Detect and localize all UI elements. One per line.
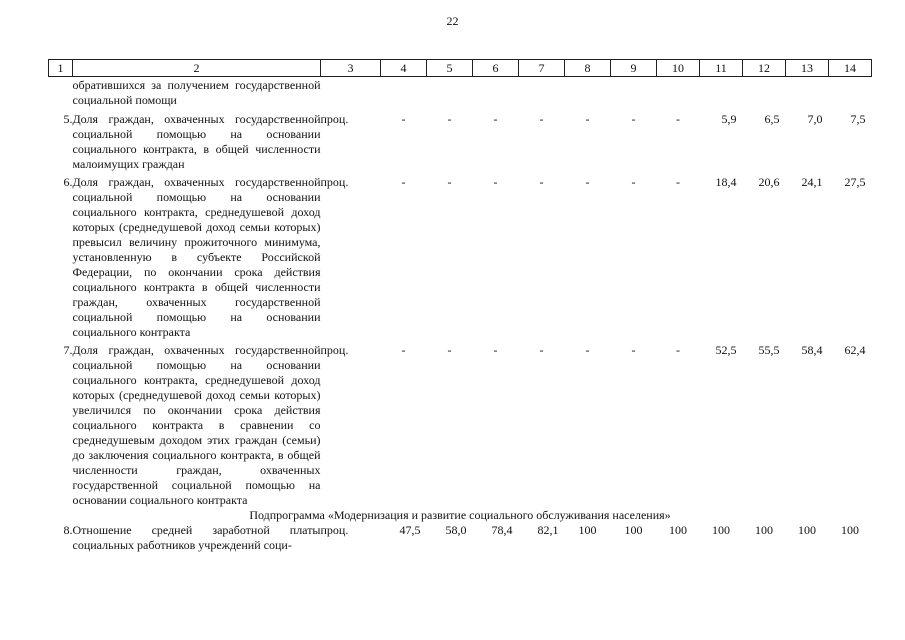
header-col-14: 14 — [829, 60, 872, 77]
header-col-11: 11 — [700, 60, 743, 77]
header-col-2: 2 — [73, 60, 321, 77]
value-cell: - — [401, 112, 406, 126]
value-cell: 52,5 — [715, 343, 737, 357]
value-cell: 24,1 — [801, 175, 823, 189]
value-cell: - — [539, 175, 544, 189]
value-cell: - — [631, 112, 636, 126]
table-row — [49, 108, 872, 172]
value-cell: 100 — [578, 523, 597, 537]
value-cell: - — [539, 112, 544, 126]
unit-cell: проц. — [320, 523, 349, 537]
header-col-10: 10 — [657, 60, 700, 77]
indicator-text: Доля граждан, охваченных государственной социальной помощью на основании социального контракта, среднедушевой доход которых (среднедушевой доход семьи которых) превысил величину прожиточного минимума, установленную в субъекте Российской Федерации, по окончании срока действия социального контракта в общей численности граждан, охваченных государственной социальной помощью на основании социального контракта — [72, 175, 321, 339]
value-cell: 55,5 — [758, 343, 780, 357]
unit-cell: проц. — [320, 343, 349, 357]
row-number — [49, 77, 73, 109]
header-row — [49, 60, 872, 77]
value-cell: 27,5 — [844, 175, 866, 189]
value-cell: - — [631, 175, 636, 189]
value-cell: 62,4 — [844, 343, 866, 357]
header-col-3: 3 — [321, 60, 381, 77]
value-cell: - — [493, 112, 498, 126]
value-cell: - — [631, 343, 636, 357]
value-cell: 7,0 — [807, 112, 823, 126]
table-row — [49, 77, 872, 109]
value-cell: - — [676, 175, 680, 189]
header-col-5: 5 — [427, 60, 473, 77]
value-cell: - — [585, 112, 590, 126]
row-number: 5. — [63, 112, 73, 126]
row-number: 7. — [63, 343, 73, 357]
value-cell: 100 — [755, 523, 773, 537]
value-cell: - — [493, 175, 498, 189]
unit-cell: проц. — [320, 175, 349, 189]
value-cell: 47,5 — [399, 523, 421, 537]
indicators-table — [48, 59, 872, 553]
value-cell: 18,4 — [715, 175, 737, 189]
value-cell: - — [447, 112, 452, 126]
row-number: 6. — [63, 175, 73, 189]
table-row — [49, 523, 872, 553]
table-row — [49, 172, 872, 340]
value-cell: 82,1 — [537, 523, 559, 537]
value-cell: 78,4 — [491, 523, 513, 537]
value-cell: - — [447, 343, 452, 357]
unit-cell: проц. — [320, 112, 349, 126]
value-cell: 100 — [712, 523, 730, 537]
empty-values — [381, 77, 872, 109]
value-cell: 6,5 — [764, 112, 780, 126]
unit-cell — [321, 77, 381, 109]
indicator-text: Отношение средней заработной платы социальных работников учреждений соци- — [72, 523, 321, 552]
header-col-9: 9 — [611, 60, 657, 77]
indicator-text: Доля граждан, охваченных государственной социальной помощью на основании социального контракта, среднедушевой доход которых (среднедушевой доход семьи которых) увеличился по окончании срока действия социального контракта в сравнении со среднедушевым доходом этих граждан (семьи) до заключения социального контракта, в общей численности граждан, охваченных государственной социальной помощью на основании социального контракта — [72, 343, 321, 507]
header-col-4: 4 — [381, 60, 427, 77]
value-cell: - — [676, 112, 680, 126]
value-cell: 5,9 — [721, 112, 737, 126]
value-cell: 7,5 — [850, 112, 866, 126]
header-col-6: 6 — [473, 60, 519, 77]
value-cell: - — [585, 175, 590, 189]
value-cell: - — [493, 343, 498, 357]
value-cell: - — [585, 343, 590, 357]
value-cell: 58,4 — [801, 343, 823, 357]
value-cell: - — [539, 343, 544, 357]
header-col-13: 13 — [786, 60, 829, 77]
page-number: 22 — [446, 14, 459, 28]
indicator-text: обратившихся за получением государственной социальной помощи — [72, 78, 321, 107]
table-row — [49, 340, 872, 508]
value-cell: - — [401, 175, 406, 189]
value-cell: 100 — [624, 523, 643, 537]
value-cell: 100 — [798, 523, 816, 537]
value-cell: 58,0 — [445, 523, 467, 537]
header-col-1: 1 — [49, 60, 73, 77]
value-cell: 20,6 — [758, 175, 780, 189]
value-cell: 100 — [669, 523, 687, 537]
indicator-text: Доля граждан, охваченных государственной социальной помощью на основании социального контракта, в общей численности малоимущих граждан — [72, 112, 321, 171]
header-col-12: 12 — [743, 60, 786, 77]
value-cell: - — [447, 175, 452, 189]
subprogram-row — [49, 508, 872, 523]
value-cell: - — [401, 343, 406, 357]
subprogram-title: Подпрограмма «Модернизация и развитие социального обслуживания населения» — [249, 508, 671, 522]
header-col-7: 7 — [519, 60, 565, 77]
value-cell: 100 — [841, 523, 859, 537]
header-col-8: 8 — [565, 60, 611, 77]
value-cell: - — [676, 343, 680, 357]
row-number: 8. — [63, 523, 73, 537]
